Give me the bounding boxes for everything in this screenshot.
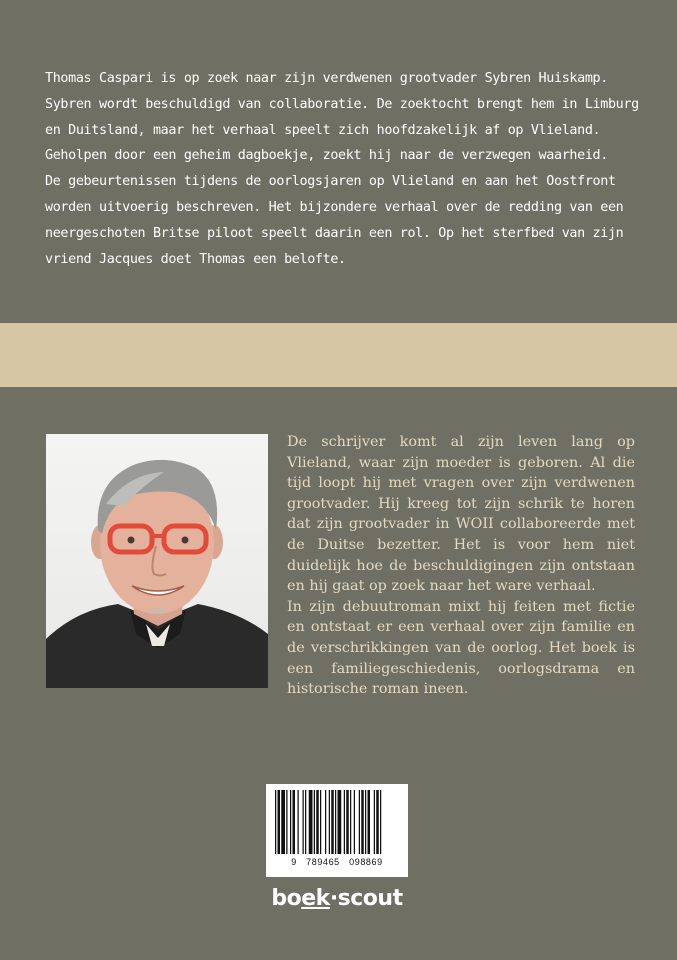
author-bio xyxy=(287,432,635,700)
barcode-bar xyxy=(365,790,366,854)
barcode-bar xyxy=(320,790,321,854)
barcode-bar xyxy=(359,790,360,854)
barcode-bar xyxy=(344,790,345,854)
barcode-bar xyxy=(374,790,375,854)
publisher-logo-part-2: ek xyxy=(301,886,330,911)
barcode-bar xyxy=(290,790,291,854)
barcode-bar xyxy=(354,790,355,854)
barcode-bar xyxy=(286,790,287,854)
decorative-band xyxy=(0,323,677,387)
author-portrait-illustration xyxy=(46,434,268,688)
publisher-logo-part-1: bo xyxy=(271,886,302,911)
barcode-bar xyxy=(350,790,351,854)
barcode-bar xyxy=(331,790,334,854)
barcode-bar xyxy=(325,790,326,854)
blurb-paragraph-1: Thomas Caspari is op zoek naar zijn verdwenen grootvader Sybren Huiskamp. Sybren wordt beschuldigd van collaboratie. De zoektocht brengt hem in Limburg en Duitsland, maar het verhaal speelt zich hoofdzakelijk af op Vlieland. Geholpen door een geheim dagboekje, zoekt hij naar de verzwegen waarheid. xyxy=(45,71,639,164)
barcode-bar xyxy=(368,790,371,854)
barcode-bar xyxy=(293,790,296,854)
barcode-bar xyxy=(380,790,381,854)
barcode-bar xyxy=(361,790,364,854)
publisher-logo-part-3: scout xyxy=(337,886,403,911)
barcode-digits xyxy=(266,857,408,867)
barcode-group-1: 789465 xyxy=(306,857,340,867)
barcode-bar xyxy=(281,790,285,854)
publisher-logo-dot: · xyxy=(329,886,338,911)
blurb-paragraph-2: De gebeurtenissen tijdens de oorlogsjaren op Vlieland en aan het Oostfront worden uitvoerig beschreven. Het bijzondere verhaal over de redding van een neergeschoten Britse piloot speelt daarin een rol. Op het sterfbed van zijn vriend Jacques doet Thomas een belofte. xyxy=(45,174,624,267)
barcode-bars xyxy=(266,784,408,858)
barcode-lead-digit: 9 xyxy=(291,857,297,867)
barcode-bar xyxy=(275,790,276,854)
isbn-barcode xyxy=(266,784,408,877)
bio-paragraph-2: In zijn debuutroman mixt hij feiten met fictie en ontstaat er een verhaal over zijn familie en de verschrikkingen van de oorlog. Het boek is een familiegeschiedenis, oorlogsdrama en historische roman ineen. xyxy=(287,598,635,698)
barcode-bar xyxy=(316,790,319,854)
barcode-bar xyxy=(278,790,281,854)
barcode-group-2: 098869 xyxy=(349,857,383,867)
barcode-bar xyxy=(338,790,342,854)
bio-paragraph-1: De schrijver komt al zijn leven lang op Vlieland, waar zijn moeder is geboren. Al die tijd loopt hij met vragen over zijn verdwenen grootvader. Hij kreeg tot zijn schrik te horen dat zijn grootvader in WOII collaboreerde met de Duitse bezetter. Het is voor hem niet duidelijk hoe de beschuldigingen zijn ontstaan en hij gaat op zoek naar het ware verhaal. xyxy=(287,434,635,595)
author-photo xyxy=(46,434,268,688)
barcode-bar xyxy=(329,790,330,854)
barcode-bar xyxy=(335,790,336,854)
barcode-bar xyxy=(309,790,313,854)
barcode-bar xyxy=(305,790,306,854)
barcode-bar xyxy=(376,790,379,854)
barcode-bar xyxy=(314,790,315,854)
publisher-logo xyxy=(266,886,408,911)
barcode-bar xyxy=(298,790,299,854)
back-cover-blurb xyxy=(45,66,643,272)
barcode-bar xyxy=(303,790,304,854)
barcode-bar xyxy=(346,790,349,854)
